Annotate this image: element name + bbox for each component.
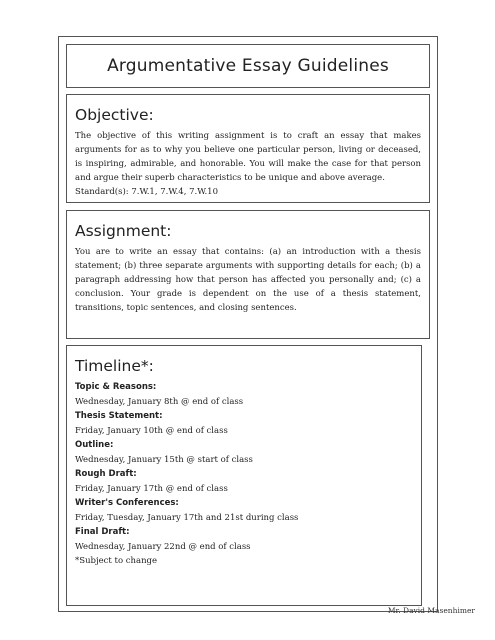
timeline-item <box>75 409 413 438</box>
timeline-item-detail: Friday, Tuesday, January 17th and 21st during class <box>75 512 299 523</box>
timeline-note: *Subject to change <box>75 556 158 566</box>
timeline-item <box>75 380 413 409</box>
timeline-item-detail: Wednesday, January 15th @ start of class <box>75 454 253 465</box>
timeline-item <box>75 496 413 525</box>
timeline-item-title: Final Draft: <box>75 527 130 537</box>
timeline-heading: Timeline*: <box>75 357 154 375</box>
assignment-heading: Assignment: <box>75 222 172 240</box>
timeline-item <box>75 438 413 467</box>
timeline-item <box>75 467 413 496</box>
title-box <box>66 44 430 88</box>
timeline-section <box>66 345 422 606</box>
page-title: Argumentative Essay Guidelines <box>107 56 389 76</box>
timeline-item-detail: Wednesday, January 22nd @ end of class <box>75 541 251 552</box>
timeline-item-title: Topic & Reasons: <box>75 382 157 392</box>
objective-text: The objective of this writing assignment is to craft an essay that makes arguments for as to why you believe one particular person, living or deceased, is inspiring, admirable, and honorable. You will make the case for that person and argue their superb characteristics to be unique and above average. <box>75 131 421 183</box>
assignment-section <box>66 210 430 339</box>
objective-standards: Standard(s): 7.W.1, 7.W.4, 7.W.10 <box>75 187 218 197</box>
objective-section <box>66 94 430 203</box>
timeline-item-detail: Friday, January 10th @ end of class <box>75 425 228 436</box>
objective-heading: Objective: <box>75 106 154 124</box>
timeline-item-title: Outline: <box>75 440 114 450</box>
author-name: Mr. David Masenhimer <box>387 606 475 615</box>
timeline-item-detail: Friday, January 17th @ end of class <box>75 483 228 494</box>
timeline-item-title: Thesis Statement: <box>75 411 163 421</box>
timeline-item-detail: Wednesday, January 8th @ end of class <box>75 396 244 407</box>
timeline-item-title: Rough Draft: <box>75 469 137 479</box>
timeline-item <box>75 525 413 554</box>
timeline-item-title: Writer's Conferences: <box>75 498 179 508</box>
assignment-text: You are to write an essay that contains: (a) an introduction with a thesis statement; (b) three separate arguments with supporting details for each; (b) a paragraph addressing how that person has affected you personally and; (c) a conclusion. Your grade is dependent on the use of a thesis statement, transitions, topic sentences, and closing sentences. <box>75 247 421 313</box>
